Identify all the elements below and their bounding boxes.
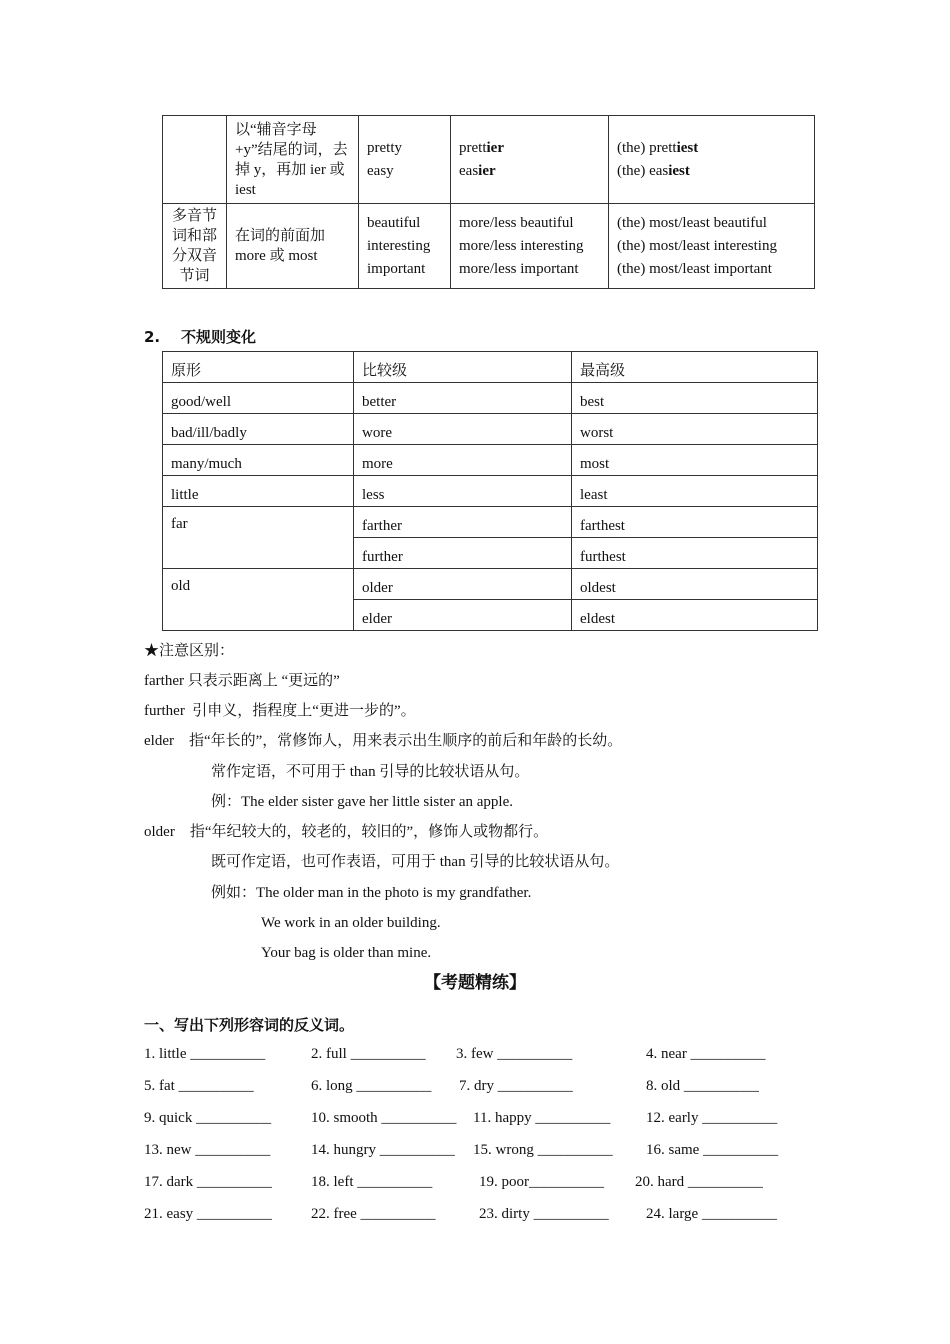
- table-cell: most: [572, 445, 818, 476]
- exercise-item: 4. near __________: [646, 1046, 766, 1062]
- irregular-forms-table: [162, 351, 818, 631]
- table-row: [163, 414, 818, 445]
- exercise-item: 7. dry __________: [459, 1078, 573, 1094]
- note-elder-example: 例：The elder sister gave her little sister an apple.: [211, 794, 513, 810]
- table-cell: less: [354, 476, 572, 507]
- table-cell: best: [572, 383, 818, 414]
- exercise-item: 13. new __________: [144, 1142, 271, 1158]
- exercise-item: 15. wrong __________: [473, 1142, 613, 1158]
- table-cell: further: [354, 538, 572, 569]
- table-cell: least: [572, 476, 818, 507]
- table-header-row: [163, 352, 818, 383]
- superlative-word: (the) most/least interesting: [617, 237, 777, 254]
- table-cell: worst: [572, 414, 818, 445]
- table-cell: many/much: [163, 445, 354, 476]
- practice-part-title: 一、写出下列形容词的反义词。: [144, 1016, 355, 1034]
- rule-cell: 以“辅音字母+y”结尾的词，去掉 y，再加 ier 或 iest: [227, 116, 359, 204]
- comparative-word: prettier: [459, 139, 504, 156]
- table-cell: furthest: [572, 538, 818, 569]
- exercise-item: 19. poor__________: [479, 1174, 604, 1190]
- note-further: further 引申义，指程度上“更进一步的”。: [144, 703, 416, 719]
- note-older: older 指“年纪较大的，较老的，较旧的”，修饰人或物都行。: [144, 824, 549, 840]
- comparative-word: more/less beautiful: [459, 214, 574, 231]
- table-cell: oldest: [572, 569, 818, 600]
- exercise-item: 1. little __________: [144, 1046, 266, 1062]
- table-row: [163, 476, 818, 507]
- comparative-word: more/less interesting: [459, 237, 584, 254]
- exercise-item: 9. quick __________: [144, 1110, 272, 1126]
- header-superlative: 最高级: [572, 352, 818, 383]
- header-base: 原形: [163, 352, 354, 383]
- note-older-usage: 既可作定语，也可作表语，可用于 than 引导的比较状语从句。: [211, 854, 620, 870]
- table-cell: older: [354, 569, 572, 600]
- comparative-word: more/less important: [459, 260, 579, 277]
- section-heading: [144, 326, 256, 347]
- base-word: important: [367, 260, 426, 277]
- notes-heading: ★注意区别：: [144, 643, 235, 659]
- table-cell: better: [354, 383, 572, 414]
- exercise-item: 23. dirty __________: [479, 1206, 609, 1222]
- table-cell: eldest: [572, 600, 818, 631]
- table-cell: farther: [354, 507, 572, 538]
- superlative-word: (the) prettiest: [617, 139, 699, 156]
- section-title: 不规则变化: [181, 328, 257, 346]
- exercise-item: 5. fat __________: [144, 1078, 254, 1094]
- table-row: [163, 383, 818, 414]
- exercise-item: 8. old __________: [646, 1078, 759, 1094]
- table-row: [163, 445, 818, 476]
- table-cell: good/well: [163, 383, 354, 414]
- base-word: easy: [367, 162, 394, 179]
- table-cell: more: [354, 445, 572, 476]
- category-cell-empty: [163, 116, 227, 204]
- exercise-item: 18. left __________: [311, 1174, 433, 1190]
- exercise-item: 6. long __________: [311, 1078, 432, 1094]
- exercise-item: 21. easy __________: [144, 1206, 272, 1222]
- exercise-item: 17. dark __________: [144, 1174, 272, 1190]
- table-cell: wore: [354, 414, 572, 445]
- exercise-item: 14. hungry __________: [311, 1142, 455, 1158]
- superlative-cell: [609, 116, 815, 204]
- superlative-word: (the) most/least beautiful: [617, 214, 767, 231]
- base-word: interesting: [367, 237, 431, 254]
- table-row: [163, 569, 818, 600]
- table-cell: elder: [354, 600, 572, 631]
- table-cell: farthest: [572, 507, 818, 538]
- exercise-item: 20. hard __________: [635, 1174, 763, 1190]
- section-number: 2.: [144, 328, 161, 346]
- table-cell: old: [163, 569, 354, 631]
- table-row: [163, 507, 818, 538]
- superlative-word: (the) easiest: [617, 162, 690, 179]
- note-farther: farther 只表示距离上 “更远的”: [144, 673, 340, 689]
- base-cell: [359, 204, 451, 289]
- superlative-cell: [609, 204, 815, 289]
- superlative-word: (the) most/least important: [617, 260, 772, 277]
- exercise-item: 24. large __________: [646, 1206, 777, 1222]
- exercise-item: 11. happy __________: [473, 1110, 611, 1126]
- note-older-example: 例如：The older man in the photo is my grandfather.: [211, 885, 532, 901]
- exercise-item: 10. smooth __________: [311, 1110, 457, 1126]
- base-cell: [359, 116, 451, 204]
- table-cell: bad/ill/badly: [163, 414, 354, 445]
- header-comparative: 比较级: [354, 352, 572, 383]
- table-row: [163, 116, 815, 204]
- table-cell: little: [163, 476, 354, 507]
- note-elder: elder 指“年长的”，常修饰人，用来表示出生顺序的前后和年龄的长幼。: [144, 733, 623, 749]
- exercise-item: 12. early __________: [646, 1110, 778, 1126]
- exercise-item: 3. few __________: [456, 1046, 573, 1062]
- note-older-example: Your bag is older than mine.: [261, 945, 432, 961]
- comparative-word: easier: [459, 162, 496, 179]
- category-cell: 多音节词和部分双音节词: [163, 204, 227, 289]
- base-word: beautiful: [367, 214, 421, 231]
- comparative-cell: [451, 116, 609, 204]
- table-cell: far: [163, 507, 354, 569]
- table-row: [163, 204, 815, 289]
- practice-title: 【考题精练】: [424, 973, 526, 993]
- regular-forms-table: [162, 115, 815, 289]
- exercise-item: 16. same __________: [646, 1142, 779, 1158]
- exercise-item: 2. full __________: [311, 1046, 426, 1062]
- note-elder-usage: 常作定语，不可用于 than 引导的比较状语从句。: [211, 764, 530, 780]
- rule-cell: 在词的前面加 more 或 most: [227, 204, 359, 289]
- base-word: pretty: [367, 139, 402, 156]
- note-older-example: We work in an older building.: [261, 915, 441, 931]
- exercise-item: 22. free __________: [311, 1206, 436, 1222]
- comparative-cell: [451, 204, 609, 289]
